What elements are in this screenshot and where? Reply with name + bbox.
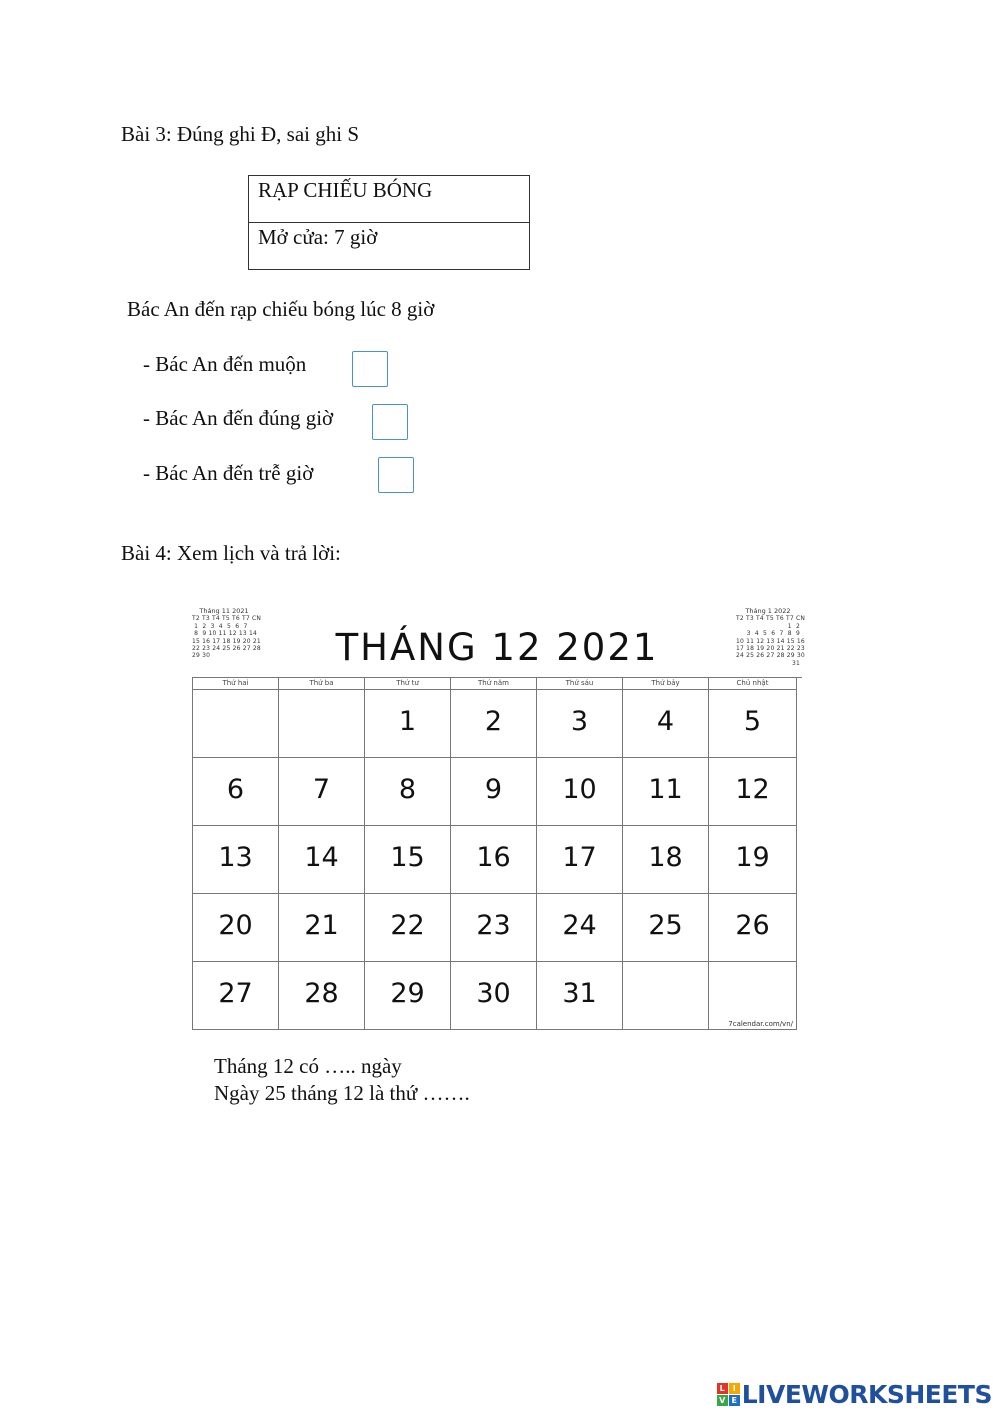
logo-letter: E — [729, 1395, 740, 1406]
day-cell: 25 — [623, 894, 709, 962]
day-cell: 12 — [709, 758, 797, 826]
day-cell: 11 — [623, 758, 709, 826]
day-cell: 31 — [537, 962, 623, 1030]
weekday-header: Thứ năm — [451, 678, 537, 690]
day-cell: 18 — [623, 826, 709, 894]
day-cell: 1 — [365, 690, 451, 758]
cinema-sign — [248, 175, 530, 270]
week-row — [193, 690, 802, 758]
option-late-2-label: - Bác An đến trễ giờ — [143, 461, 314, 485]
day-cell: 8 — [365, 758, 451, 826]
day-cell: 23 — [451, 894, 537, 962]
day-cell: 4 — [623, 690, 709, 758]
weekday-header: Thứ ba — [279, 678, 365, 690]
day-cell: 16 — [451, 826, 537, 894]
mini-calendar-row: T2 T3 T4 T5 T6 T7 CN — [736, 615, 806, 623]
week-row — [193, 894, 802, 962]
mini-calendar-title: Tháng 1 2022 — [745, 607, 791, 615]
day-cell: 5 — [709, 690, 797, 758]
calendar-grid — [192, 677, 802, 1030]
mini-calendar-row: T2 T3 T4 T5 T6 T7 CN — [192, 615, 262, 623]
mini-calendar-row: 22 23 24 25 26 27 28 — [192, 645, 261, 653]
mini-calendar-row: 1 2 3 4 5 6 7 — [192, 622, 248, 630]
mini-calendar-row: 29 30 — [192, 652, 211, 660]
day-cell: 7 — [279, 758, 365, 826]
cinema-name: RẠP CHIẾU BÓNG — [258, 178, 433, 202]
option-late-label: - Bác An đến muộn — [143, 352, 307, 376]
mini-calendar-row: 17 18 19 20 21 22 23 — [736, 645, 805, 653]
week-row — [193, 962, 802, 1030]
cinema-opening-hours: Mở cửa: 7 giờ — [249, 222, 529, 268]
exercise-3-statement: Bác An đến rạp chiếu bóng lúc 8 giờ — [127, 297, 435, 321]
mini-calendar-row: 31 — [791, 659, 800, 667]
answer-box-late[interactable] — [352, 351, 388, 387]
day-cell: 3 — [537, 690, 623, 758]
day-cell: 20 — [193, 894, 279, 962]
logo-letter: I — [729, 1383, 740, 1394]
weekday-header: Chủ nhật — [709, 678, 797, 690]
weekday-header: Thứ bảy — [623, 678, 709, 690]
logo-letter: L — [717, 1383, 728, 1394]
mini-calendar-row: 3 4 5 6 7 8 9 — [744, 630, 800, 638]
week-row — [193, 758, 802, 826]
mini-calendar-row: 1 2 — [754, 622, 800, 630]
day-cell: 21 — [279, 894, 365, 962]
question-days-in-december: Tháng 12 có ….. ngày — [214, 1054, 402, 1078]
calendar-credit: 7calendar.com/vn/ — [728, 1020, 793, 1028]
day-cell: 17 — [537, 826, 623, 894]
answer-box-late-2[interactable] — [378, 457, 414, 493]
liveworksheets-logo-icon — [717, 1383, 740, 1406]
answer-box-on-time[interactable] — [372, 404, 408, 440]
day-cell: 28 — [279, 962, 365, 1030]
mini-calendar-row: 24 25 26 27 28 29 30 — [736, 652, 805, 660]
liveworksheets-brand — [717, 1376, 992, 1412]
calendar-title: THÁNG 12 2021 — [335, 626, 659, 669]
day-cell: 22 — [365, 894, 451, 962]
day-cell: 2 — [451, 690, 537, 758]
logo-letter: V — [717, 1395, 728, 1406]
week-row — [193, 826, 802, 894]
day-cell: 10 — [537, 758, 623, 826]
mini-calendar-row: 10 11 12 13 14 15 16 — [736, 637, 805, 645]
day-cell — [623, 962, 709, 1030]
exercise-3-title: Bài 3: Đúng ghi Đ, sai ghi S — [121, 122, 360, 146]
day-cell: 27 — [193, 962, 279, 1030]
weekday-header-row — [193, 678, 802, 690]
question-weekday-of-25th: Ngày 25 tháng 12 là thứ ……. — [214, 1081, 470, 1105]
weekday-header: Thứ sáu — [537, 678, 623, 690]
mini-calendar-next-month — [736, 607, 806, 667]
weekday-header: Thứ tư — [365, 678, 451, 690]
day-cell — [279, 690, 365, 758]
calendar — [192, 606, 806, 1031]
day-cell: 13 — [193, 826, 279, 894]
exercise-4-title: Bài 4: Xem lịch và trả lời: — [121, 541, 341, 565]
day-cell: 15 — [365, 826, 451, 894]
day-cell: 24 — [537, 894, 623, 962]
day-cell: 19 — [709, 826, 797, 894]
mini-calendar-row: 8 9 10 11 12 13 14 — [192, 630, 258, 638]
day-cell: 14 — [279, 826, 365, 894]
weekday-header: Thứ hai — [193, 678, 279, 690]
mini-calendar-title: Tháng 11 2021 — [199, 607, 249, 615]
day-cell: 30 — [451, 962, 537, 1030]
mini-calendar-row: 15 16 17 18 19 20 21 — [192, 637, 261, 645]
option-on-time-label: - Bác An đến đúng giờ — [143, 406, 334, 430]
day-cell: 26 — [709, 894, 797, 962]
liveworksheets-wordmark: LIVEWORKSHEETS — [741, 1379, 992, 1409]
day-cell-last — [709, 962, 797, 1030]
day-cell: 29 — [365, 962, 451, 1030]
day-cell — [193, 690, 279, 758]
day-cell: 6 — [193, 758, 279, 826]
day-cell: 9 — [451, 758, 537, 826]
